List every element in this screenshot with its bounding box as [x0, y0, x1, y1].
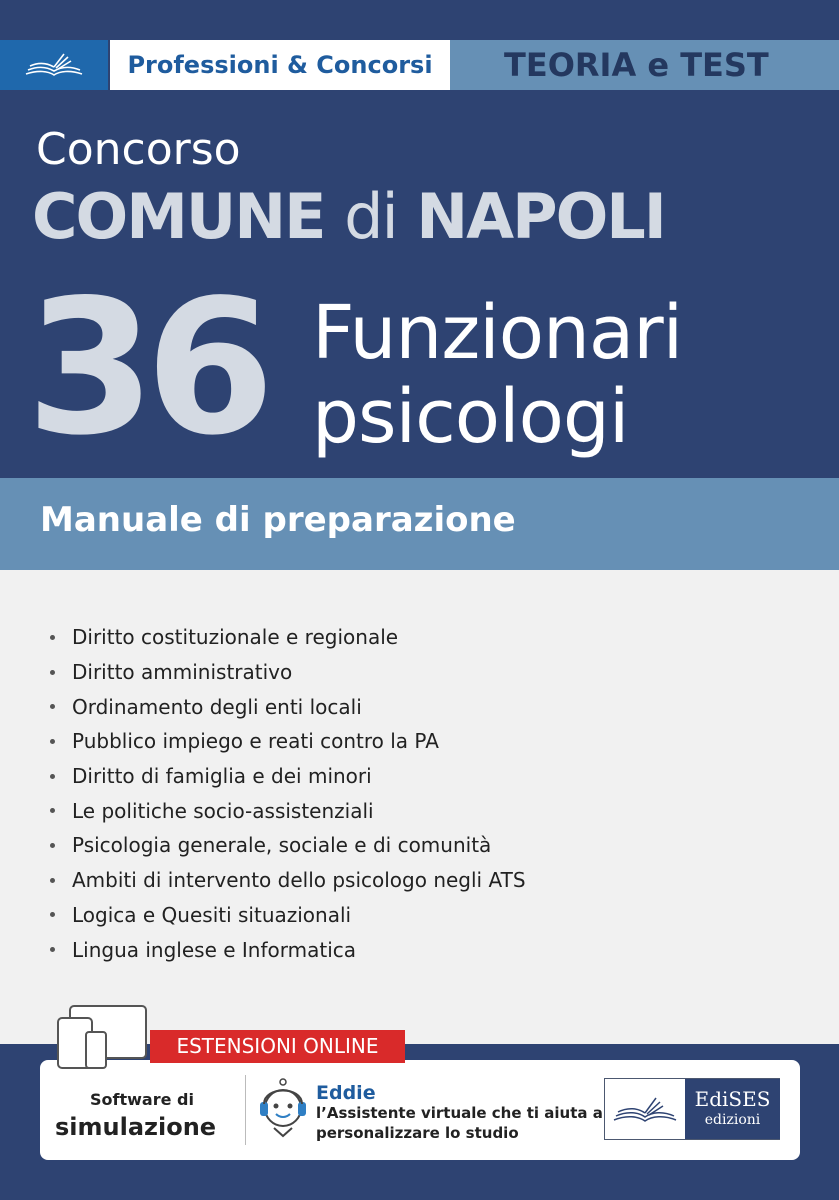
extensions-label: ESTENSIONI ONLINE [150, 1030, 405, 1063]
bullet-icon [50, 739, 55, 744]
kicker-text: Concorso [36, 124, 241, 175]
bullet-icon [50, 704, 55, 709]
software-label-line2: simulazione [55, 1113, 217, 1141]
footer-divider [245, 1075, 246, 1145]
list-item [50, 655, 526, 690]
bullet-icon [50, 878, 55, 883]
topic-label: Ambiti di intervento dello psicologo negli ATS [72, 868, 526, 893]
title-word-comune: COMUNE [32, 180, 325, 253]
topic-label: Ordinamento degli enti locali [72, 694, 362, 719]
bullet-icon [50, 635, 55, 640]
software-label-line1: Software di [90, 1090, 194, 1109]
list-item [50, 759, 526, 794]
publisher-book-icon [606, 1080, 684, 1138]
robot-assistant-icon [255, 1076, 311, 1142]
list-item [50, 828, 526, 863]
list-item [50, 932, 526, 967]
main-title [32, 180, 665, 253]
title-word-di: di [344, 180, 397, 253]
bullet-icon [50, 947, 55, 952]
topic-label: Lingua inglese e Informatica [72, 937, 357, 962]
topic-label: Le politiche socio-assistenziali [72, 798, 374, 823]
assistant-description: l’Assistente virtuale che ti aiuta a personalizzare lo studio [316, 1104, 603, 1142]
publisher-logo [604, 1078, 780, 1140]
bullet-icon [50, 774, 55, 779]
book-logo-icon [0, 40, 108, 90]
list-item [50, 863, 526, 898]
topic-label: Pubblico impiego e reati contro la PA [72, 729, 439, 754]
bullet-icon [50, 670, 55, 675]
topic-label: Diritto costituzionale e regionale [72, 625, 399, 650]
topics-list [50, 620, 526, 967]
assistant-name: Eddie [316, 1082, 376, 1104]
list-item [50, 689, 526, 724]
bullet-icon [50, 912, 55, 917]
list-item [50, 793, 526, 828]
role-line-2: psicologi [312, 374, 629, 460]
publisher-sub: edizioni [704, 1112, 761, 1128]
series-logo [0, 40, 108, 90]
publisher-name: EdiSES [694, 1087, 771, 1111]
devices-icon [56, 1004, 148, 1070]
list-item [50, 898, 526, 933]
list-item [50, 620, 526, 655]
topic-label: Diritto di famiglia e dei minori [72, 764, 372, 789]
subtitle: Manuale di preparazione [40, 500, 516, 540]
topic-label: Diritto amministrativo [72, 660, 293, 685]
role-line-1: Funzionari [312, 290, 683, 376]
series-name: Professioni & Concorsi [110, 40, 450, 90]
bullet-icon [50, 808, 55, 813]
list-item [50, 724, 526, 759]
position-count: 36 [26, 259, 265, 476]
title-word-napoli: NAPOLI [416, 180, 665, 253]
bullet-icon [50, 843, 55, 848]
publisher-name-box [685, 1079, 780, 1139]
topic-label: Psicologia generale, sociale e di comunità [72, 833, 492, 858]
content-type-tag: TEORIA e TEST [450, 40, 839, 90]
topic-label: Logica e Quesiti situazionali [72, 902, 352, 927]
